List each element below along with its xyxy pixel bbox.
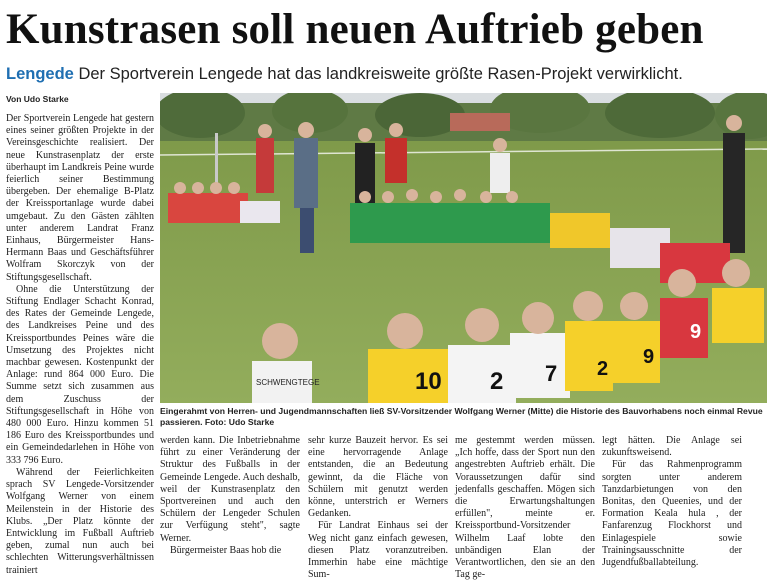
paragraph: me gestemmt werden müssen. „Ich hoffe, dass der Sport nun den angestrebten Auftrieb erhält. Die Voraussetzungen dafür sind jedenfalls geschaffen. Mögen sich die Erwartungshaltungen erfüllen", meinte er. Kreissportbund-Vorsitzender Wilhelm Laaf lobte den unbändigen Elan der Verantwortlichen, den sie an den Tag ge- (455, 435, 595, 581)
text-column-3 (308, 435, 448, 581)
jersey-number: 9 (643, 346, 655, 368)
article-headline: Kunstrasen soll neuen Auftrieb geben (6, 6, 704, 53)
paragraph: legt hätten. Die Anlage sei zukunftsweisend. (602, 435, 742, 459)
text-column-1 (6, 113, 154, 577)
paragraph: Für das Rahmenprogramm sorgten unter anderem Tanzdarbietungen von den Bonitas, den Queenies, und der Formation Keala hula , der Fanfarenzug Flockhorst und Einlagespiele sowie Trainingsausschnitte der Jugendfußballabteilung. (602, 459, 742, 569)
location-label: Lengede (6, 65, 74, 83)
jersey-number: 9 (690, 321, 702, 343)
paragraph: Für Landrat Einhaus sei der Weg nicht ganz einfach gewesen, diesen Platz voranzutreiben. Immerhin habe eine mächtige Sum- (308, 520, 448, 581)
paragraph: Ohne die Unterstützung der Stiftung Endlager Schacht Konrad, des Rates der Gemeinde Lengede, des Landkreises Peine und des Kreissportbundes Peines wäre die Umsetzung des Projektes nicht machbar gewesen. Kostenpunkt der Anlage: rund 864 000 Euro. Die Summe setzt sich zusammen aus dem Zuschuss der Stiftungsgesellschaft in Höhe von 480 000 Euro. Hinzu kommen 51 186 Euro des Kreissportbundes und ein Gemeindedarlehen in Höhe von 333 796 Euro. (6, 283, 154, 466)
jersey-number: 2 (490, 368, 504, 395)
paragraph: Der Sportverein Lengede hat gestern eines seiner größten Projekte in der Vereinsgeschichte realisiert. Der neue Kunstrasenplatz der erste überhaupt im Landkreis Peine wurde feierlich seiner Bestimmung übergeben. Der ehemalige B-Platz der Kreissportanlage wurde dabei umgebaut. Zu den Gästen zählten unter anderem Landrat Franz Einhaus, Bürgermeister Hans-Hermann Baas und Geschäftsführer Wolfram Skorczyk von der Stiftungsgesellschaft. (6, 113, 154, 283)
photo-caption (160, 406, 767, 428)
paragraph: werden kann. Die Inbetriebnahme führt zu einer Veränderung der Struktur des Fußballs in der Gemeinde Lengede. Auch deshalb, weil der Kunstrasenplatz den Sportvereinen und auch den Schülern der Lengeder Schulen zur Verfügung steht", sagte Werner. (160, 435, 300, 544)
text-column-5 (602, 435, 742, 569)
byline: Von Udo Starke (6, 94, 69, 104)
paragraph: Während der Feierlichkeiten sprach SV Lengede-Vorsitzender Wolfgang Werner von einem Meilenstein in der Historie des Klubs. „Der Platz könnte der Entwicklung im Fußball Auftrieb geben, zumal nun auch bei schlechten Witterungsverhältnissen trainiert (6, 466, 154, 576)
text-column-2 (160, 435, 300, 557)
jersey-text: SCHWENGTEGE (256, 378, 320, 387)
article-subheadline (6, 63, 766, 85)
article-photo (160, 93, 767, 403)
photo-illustration (160, 93, 767, 403)
paragraph: Bürgermeister Baas hob die (170, 544, 282, 556)
caption-credit: Foto: Udo Starke (204, 417, 275, 427)
jersey-number: 10 (415, 368, 442, 395)
text-column-4 (455, 435, 595, 581)
caption-text: Eingerahmt von Herren- und Jugendmannschaften ließ SV-Vorsitzender Wolfgang Werner (Mitte) die Historie des Bauvorhabens noch einmal Revue passieren. (160, 406, 763, 427)
paragraph: sehr kurze Bauzeit hervor. Es sei eine hervorragende Anlage entstanden, die an Bedeutung gewinnt, da die Fläche von Schülern mit genutzt werden könne, unterstrich er Werners Gedanken. (308, 435, 448, 520)
subheadline-text: Der Sportverein Lengede hat das landkreisweite größte Rasen-Projekt verwirklicht. (78, 65, 683, 83)
jersey-number: 7 (545, 361, 558, 386)
jersey-number: 2 (597, 358, 609, 380)
